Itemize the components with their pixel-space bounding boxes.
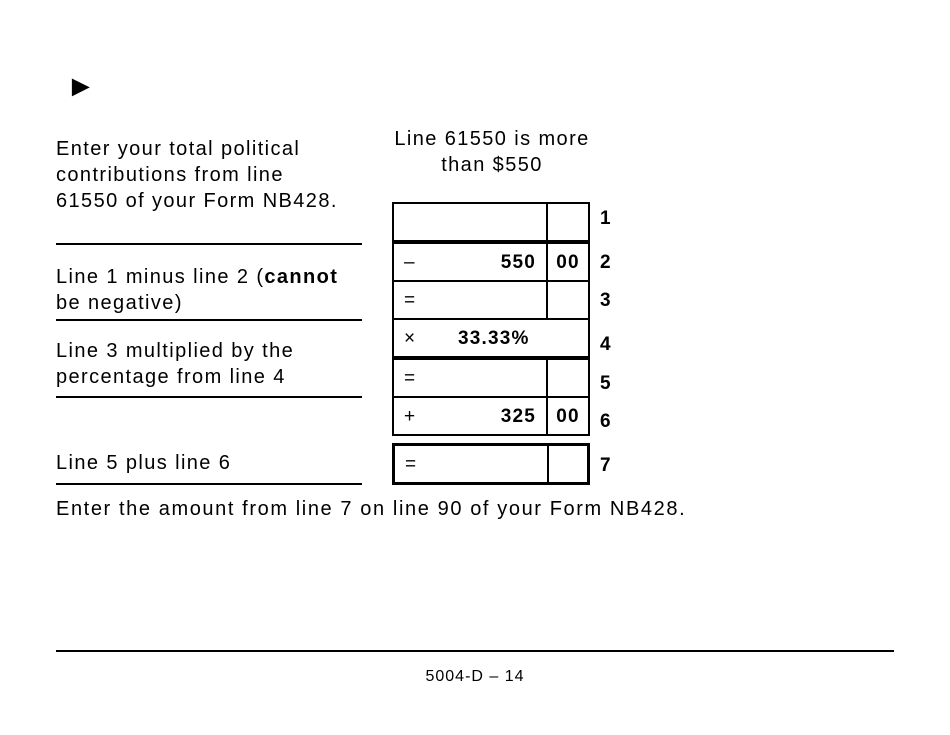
footer-rule [56, 650, 894, 652]
line-1-description: Enter your total political contributions from line 61550 of your Form NB428. [56, 136, 362, 245]
cents-cell[interactable] [548, 360, 588, 396]
plus-sign: + [404, 406, 417, 427]
line-3-amount-field[interactable] [392, 280, 590, 320]
dollars-value: 550 [500, 252, 536, 273]
cents-value: 00 [556, 252, 580, 273]
column-heading: Line 61550 is more than $550 [394, 128, 590, 176]
page-number: 5004-D – 14 [425, 668, 525, 685]
dollars-cell[interactable] [395, 446, 549, 482]
dollars-cell [394, 398, 548, 434]
arrow-icon: ► [66, 70, 96, 103]
dollars-cell [394, 244, 548, 280]
dollars-cell[interactable] [394, 282, 548, 318]
line-5-description: Line 3 multiplied by the percentage from line 4 [56, 338, 362, 398]
equals-sign: = [405, 454, 418, 475]
line-number: 5 [600, 373, 611, 394]
line-5-amount-field[interactable] [392, 358, 590, 398]
multiply-sign: × [404, 328, 417, 349]
line-number: 6 [600, 411, 611, 432]
line-number: 1 [600, 208, 611, 229]
cents-cell[interactable] [548, 204, 588, 240]
line-7-description: Line 5 plus line 6 [56, 450, 362, 485]
line-number: 7 [600, 455, 611, 476]
cents-value: 00 [556, 406, 580, 427]
line-number: 3 [600, 290, 611, 311]
cents-cell[interactable] [549, 446, 587, 482]
line-2-amount [392, 242, 590, 282]
dollars-cell[interactable] [394, 204, 548, 240]
line-7-amount-field[interactable] [392, 443, 590, 485]
dollars-value: 325 [500, 406, 536, 427]
instruction-text: Enter the amount from line 7 on line 90 of your Form NB428. [56, 498, 687, 520]
rate-value: 33.33% [458, 328, 530, 349]
dollars-cell[interactable] [394, 360, 548, 396]
line-number: 2 [600, 252, 611, 273]
line-6-amount [392, 396, 590, 436]
line-1-amount-field[interactable] [392, 202, 590, 242]
equals-sign: = [404, 290, 417, 311]
minus-sign: – [404, 252, 416, 273]
equals-sign: = [404, 368, 417, 389]
cents-cell[interactable] [548, 282, 588, 318]
line-number: 4 [600, 334, 611, 355]
line-3-description: Line 1 minus line 2 (cannot be negative) [56, 264, 362, 321]
line-4-rate [392, 318, 590, 358]
